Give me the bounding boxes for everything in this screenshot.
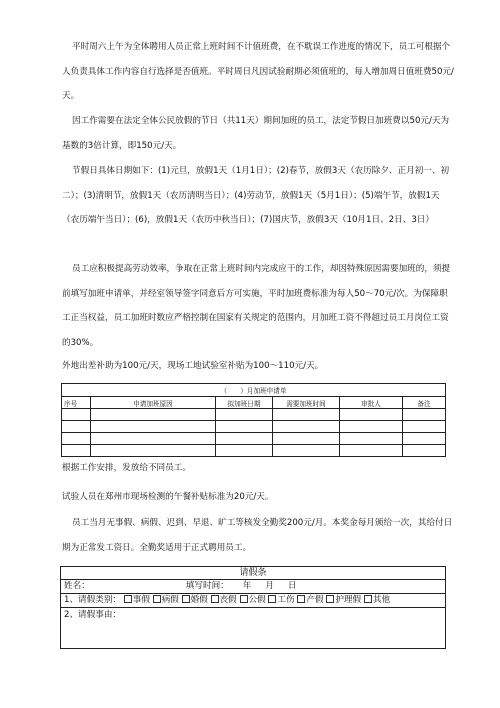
day-label: 日 bbox=[288, 581, 297, 591]
table-row[interactable] bbox=[62, 445, 446, 457]
leave-request-form bbox=[60, 566, 446, 649]
header-hours: 需要加班时间 bbox=[273, 397, 340, 409]
paragraph-distribution: 根据工作安排，发放给不同员工。 bbox=[62, 463, 191, 473]
name-label: 姓名： bbox=[64, 581, 90, 591]
checkbox-bereavement-leave[interactable]: 丧假 bbox=[211, 595, 237, 605]
leave-form-title: 请假条 bbox=[61, 567, 446, 580]
year-label: 年 bbox=[242, 581, 252, 591]
table-row[interactable] bbox=[62, 409, 446, 421]
overtime-application-form bbox=[61, 383, 446, 457]
paragraph-lunch-subsidy: 试验人员在郑州市现场检测的午餐补贴标准为20元/天。 bbox=[62, 492, 274, 502]
fill-time-label: 填写时间： bbox=[185, 581, 229, 591]
overtime-form-header-row bbox=[62, 397, 446, 409]
paragraph-holiday-dates: 节假日具体日期如下：(1)元旦，放假1天（1月1日）；(2)春节，放假3天（农历除夕、正月初一、初二）；(3)清明节，放假1天（农历清明当日）；(4)劳动节，放假1天（5月1日）；(5)端午节，放假1天（农历端午当日）；(6)，放假1天（农历中秋当日）；(7)国庆节，放假3天（10月1日、2日、3日） bbox=[62, 166, 450, 225]
paragraph-travel-subsidy: 外地出差补助为100元/天，现场工地试验室补贴为100～110元/天。 bbox=[62, 361, 324, 371]
checkbox-nursing-leave[interactable]: 护理假 bbox=[326, 595, 361, 605]
table-row[interactable] bbox=[62, 421, 446, 433]
header-remark: 备注 bbox=[403, 397, 446, 409]
checkbox-personal-leave[interactable]: 事假 bbox=[124, 595, 150, 605]
header-reason: 申请加班原因 bbox=[91, 397, 216, 409]
leave-type-label: 1、请假类别： bbox=[64, 595, 122, 605]
header-serial: 序号 bbox=[62, 397, 91, 409]
checkbox-official-leave[interactable]: 公假 bbox=[240, 595, 266, 605]
paragraph-overtime-rules: 员工应积极提高劳动效率，争取在正常上班时间内完成应干的工作，却因特殊原因需要加班的，须提前填写加班申请单，并经室领导签字同意后方可实施，平时加班费标准为每人50～70元/次。为保障职工正当权益，员工加班时数应严格控制在国家有关规定的范围内，月加班工资不得超过员工月岗位工资的30%。 bbox=[62, 264, 451, 348]
header-approver: 审批人 bbox=[340, 397, 403, 409]
month-label: 月 bbox=[265, 581, 274, 591]
leave-reason-label: 2、请假事由： bbox=[64, 610, 122, 620]
leave-reason-field[interactable] bbox=[61, 608, 446, 649]
checkbox-maternity-leave[interactable]: 产假 bbox=[297, 595, 323, 605]
checkbox-other-leave[interactable]: 其他 bbox=[364, 595, 390, 605]
checkbox-marriage-leave[interactable]: 婚假 bbox=[182, 595, 208, 605]
checkbox-injury-leave[interactable]: 工伤 bbox=[268, 595, 294, 605]
header-date: 拟加班日期 bbox=[216, 397, 273, 409]
checkbox-sick-leave[interactable]: 病假 bbox=[153, 595, 179, 605]
paragraph-attendance-bonus: 员工当月无事假、病假、迟到、早退、旷工等核发全勤奖200元/月。本奖金每月颁给一次，其给付日期为正常发工资日。全勤奖适用于正式聘用员工。 bbox=[62, 518, 453, 553]
leave-form-name-row bbox=[61, 580, 446, 594]
paragraph-weekend-duty: 平时周六上午为全体聘用人员正常上班时间不计值班费，在不耽误工作进度的情况下，员工可根据个人负责具体工作内容自行选择是否值班。平时周日凡因试验耐期必须值班的，每人增加周日值班费50元/天。 bbox=[62, 42, 454, 101]
paragraph-holiday-overtime: 因工作需要在法定全体公民放假的节日（共11天）期间加班的员工，法定节假日加班费以50元/天为基数的3倍计算，即150元/天。 bbox=[62, 116, 450, 151]
table-row[interactable] bbox=[62, 433, 446, 445]
leave-type-row bbox=[61, 594, 446, 608]
overtime-form-title: （ ）月加班申请单 bbox=[62, 384, 446, 397]
